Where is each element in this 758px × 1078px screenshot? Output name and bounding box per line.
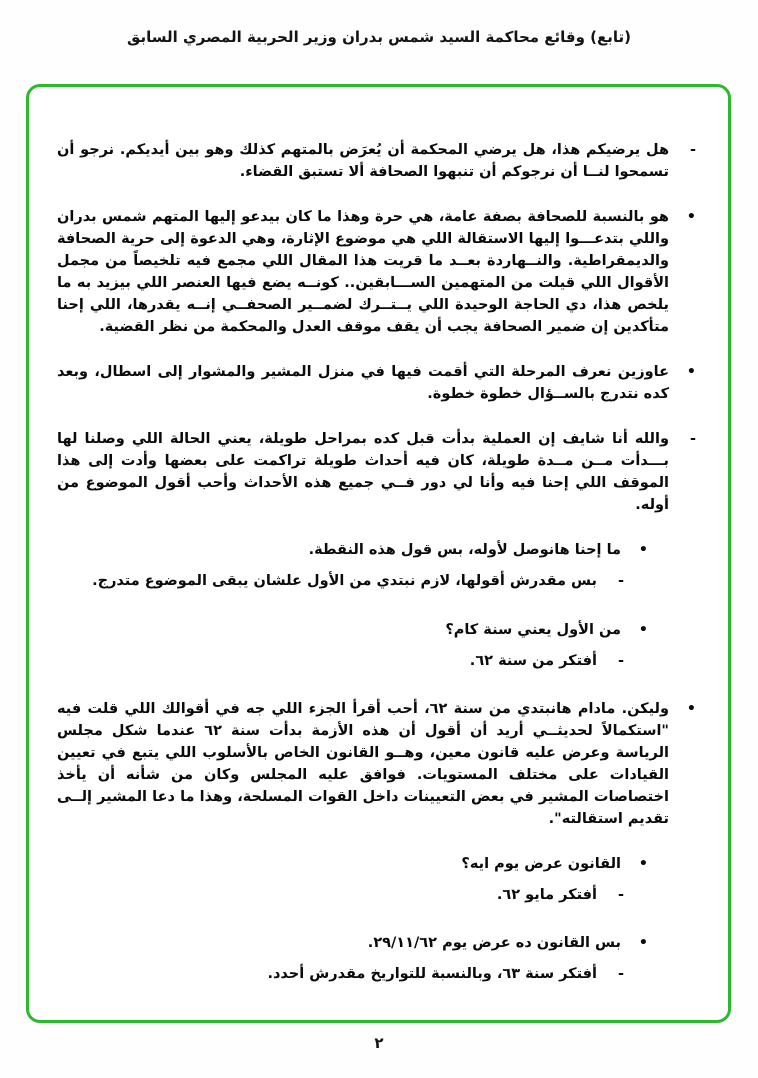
transcript-text: من الأول يعني سنة كام؟ <box>445 621 621 638</box>
transcript-text: أفتكر مايو ٦٢. <box>496 886 597 903</box>
transcript-items <box>57 139 696 985</box>
bullet-marker: • <box>686 209 696 226</box>
transcript-text: القانون عرض يوم ايه؟ <box>461 855 621 872</box>
transcript-text: أفتكر سنة ٦٣، وبالنسبة للتواريخ مقدرش أحدد. <box>267 965 597 982</box>
transcript-item <box>57 963 696 985</box>
bullet-marker: • <box>638 542 648 559</box>
dash-marker: - <box>689 142 696 158</box>
dash-marker: - <box>617 965 624 982</box>
transcript-item <box>57 698 696 830</box>
transcript-item <box>57 619 696 641</box>
bullet-marker: • <box>638 621 648 638</box>
dash-marker: - <box>689 431 696 448</box>
transcript-item <box>57 428 696 516</box>
transcript-text: هل يرضيكم هذا، هل يرضي المحكمة أن يُعرَض بالمتهم كذلك وهو بين أيديكم. نرجو أن تسمحوا لنــا أن نرجوكم أن تنبهوا الصحافة ألا تستبق القضاء. <box>57 142 669 181</box>
transcript-item <box>57 650 696 672</box>
transcript-item <box>57 206 696 338</box>
transcript-item <box>57 570 696 592</box>
transcript-text: وليكن. مادام هانبتدي من سنة ٦٢، أحب أقرأ الجزء اللي جه في أقوالك اللي قلت فيه "استكمالاً لحديثــي أريد أن أقول أن هذه الأزمة بدأت سنة ٦٢ عندما شكل مجلس الرياسة وعرض عليه قانون معين، وهــو القانون الخاص بالأسلوب اللي يتبع في تعيين القيادات على مختلف المستويات. فوافق عليه المجلس وكان من شأنه أن يأخذ اختصاصات المشير في بعض التعيينات داخل القوات المسلحة، وهذا ما دعا المشير إلــى تقديم استقالته". <box>57 700 669 827</box>
transcript-item <box>57 884 696 906</box>
transcript-text: هو بالنسبة للصحافة بصفة عامة، هي حرة وهذا ما كان بيدعو إليها المتهم شمس بدران واللي بتدعـــوا إليها الاستقالة اللي هي موضوع الإثارة، وهي الدعوة إلى حرية الصحافة والديمقراطية. والنــهاردة بعــد ما قريت هذا المقال اللي مجمع فيه تلخيصاً من مجمل الأقوال اللي قيلت من المتهمين الســـابقين.. كونــه يضع فيها العنصر اللي بيزيد به ما يلخص هذا، دي الحاجة الوحيدة اللي يــتــرك لضمــير الصحفــي إنــه يقدرها، اللي إحنا متأكدين إن ضمير الصحافة يجب أن يقف موقف العدل والمحكمة من نظر القضية. <box>57 209 669 336</box>
bullet-marker: • <box>686 364 696 381</box>
bullet-marker: • <box>638 934 648 951</box>
transcript-text: بس القانون ده عرض يوم ٢٩/١١/٦٢. <box>367 934 621 951</box>
transcript-item <box>57 932 696 954</box>
dash-marker: - <box>617 573 624 590</box>
dash-marker: - <box>617 652 624 669</box>
transcript-text: ما إحنا هانوصل لأوله، بس قول هذه النقطة. <box>308 542 621 559</box>
transcript-item <box>57 361 696 405</box>
transcript-text: والله أنا شايف إن العملية بدأت قبل كده بمراحل طويلة، يعني الحالة اللي وصلنا لها بـــدأت مــن مــدة طويلة، كان فيه أحداث طويلة تراكمت على بعضها وأدت إلى هذا الموقف اللي إحنا فيه وأنا لي دور فــي جميع هذه الأحداث وأحب أقول الموضوع من أوله. <box>57 431 669 514</box>
transcript-text: بس مقدرش أقولها، لازم نبتدي من الأول علشان يبقى الموضوع متدرج. <box>92 573 597 590</box>
transcript-item <box>57 139 696 183</box>
page-title: (تابع) وقائع محاكمة السيد شمس بدران وزير الحربية المصري السابق <box>126 28 632 46</box>
transcript-item <box>57 853 696 875</box>
transcript-text: عاوزين نعرف المرحلة التي أقمت فيها في منزل المشير والمشوار إلى اسطال، وبعد كده نتدرج بالســؤال خطوة خطوة. <box>57 364 669 403</box>
transcript-text: أفتكر من سنة ٦٢. <box>469 652 597 669</box>
content-frame <box>26 84 731 1023</box>
page-number: ٢ <box>374 1034 384 1052</box>
bullet-marker: • <box>638 855 648 872</box>
dash-marker: - <box>617 886 624 903</box>
bullet-marker: • <box>686 700 696 717</box>
transcript-item <box>57 539 696 561</box>
